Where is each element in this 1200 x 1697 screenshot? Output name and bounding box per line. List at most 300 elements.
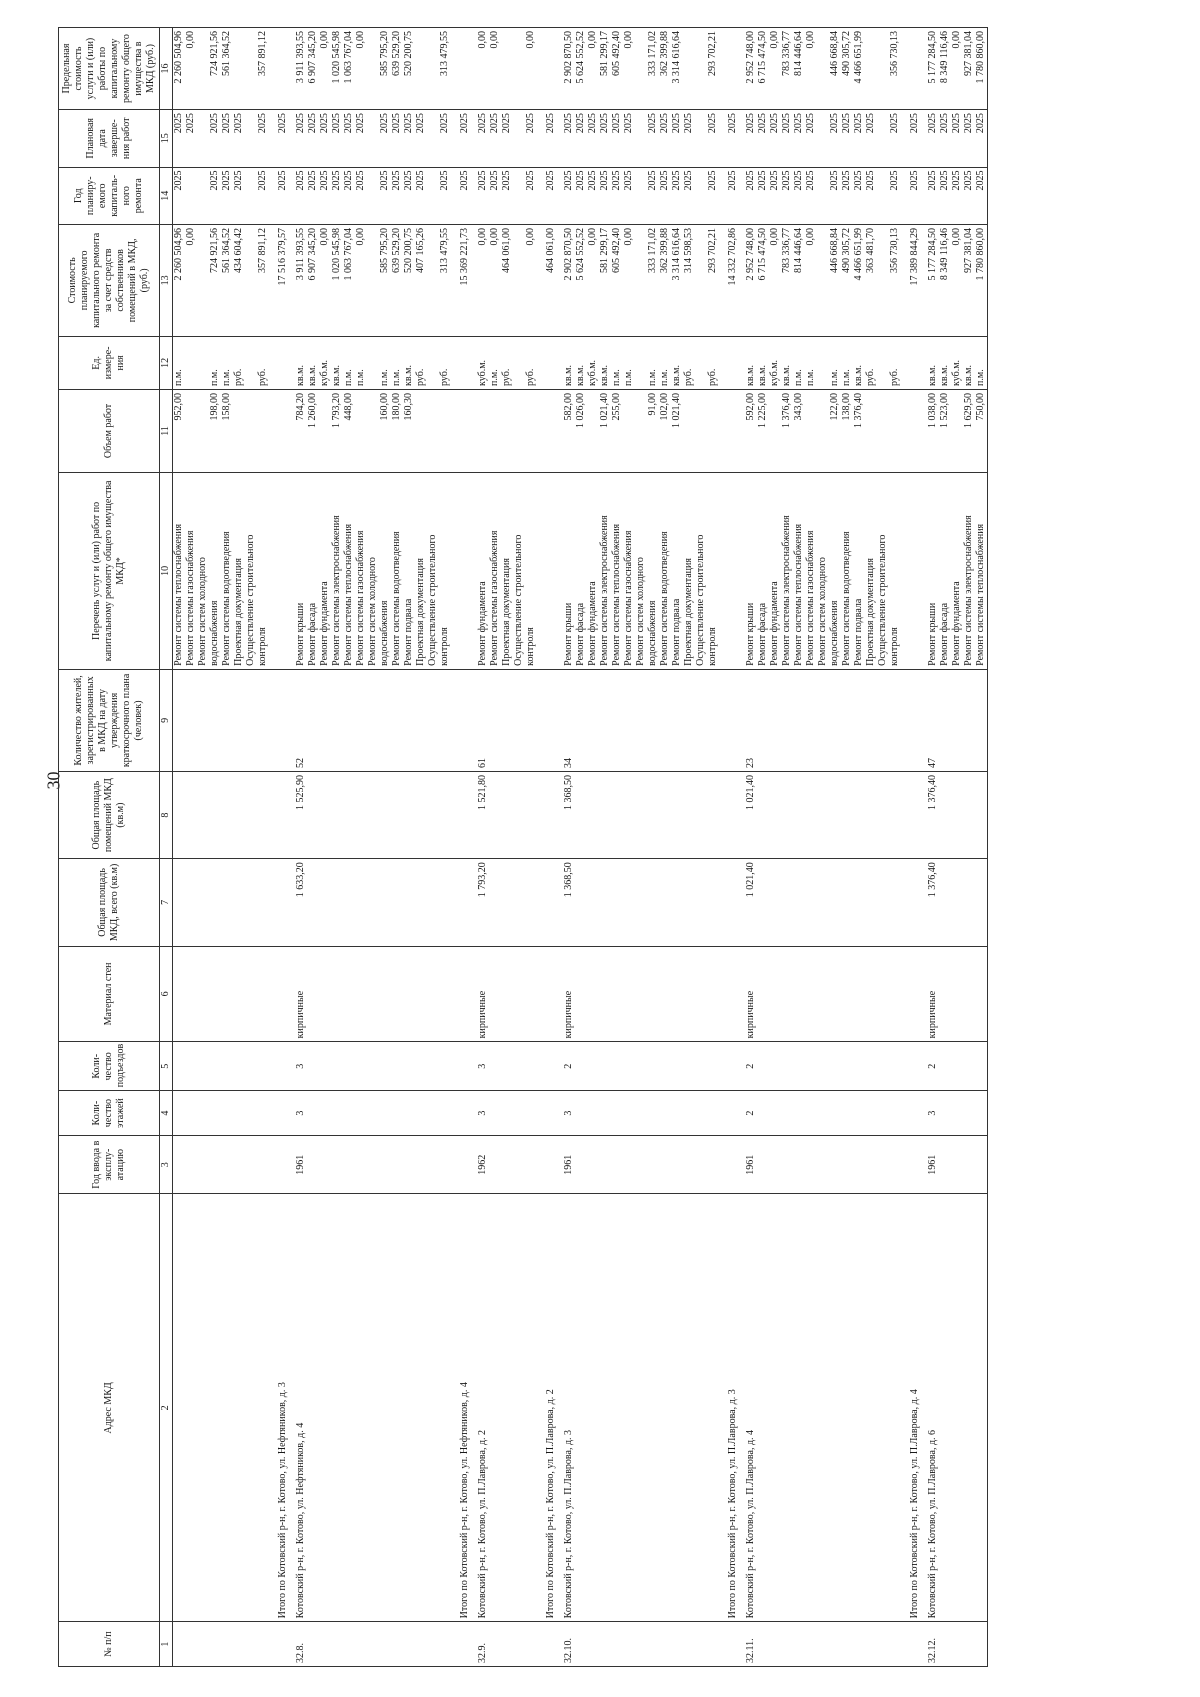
table-cell: [877, 110, 889, 167]
table-row: [471, 28, 489, 1667]
table-cell: 2: [557, 1042, 575, 1091]
table-cell: 314 598,53: [683, 225, 695, 337]
table-cell: [805, 1091, 817, 1136]
table-cell: [245, 1091, 257, 1136]
table-cell: 561 364,52: [221, 225, 233, 337]
table-cell: [611, 1042, 623, 1091]
table-cell: Итого по Котовский р-н, г. Котово, ул. П.Лаврова, д. 2: [537, 1194, 557, 1622]
table-cell: 14 332 702,86: [719, 225, 739, 337]
table-cell: [695, 167, 707, 224]
table-cell: [841, 1622, 853, 1667]
table-cell: 17 389 844,29: [901, 225, 921, 337]
table-cell: 1 021,40: [671, 389, 683, 472]
table-cell: 582,00: [557, 389, 575, 472]
table-cell: кв.м.: [289, 336, 307, 389]
table-cell: [489, 389, 501, 472]
repair-plan-table: [58, 27, 988, 1667]
table-cell: [817, 1194, 829, 1622]
table-cell: [719, 28, 739, 110]
table-cell: [575, 669, 587, 771]
table-cell: [865, 669, 877, 771]
table-cell: [501, 946, 513, 1042]
table-cell: [379, 1622, 391, 1667]
table-row: [525, 28, 537, 1667]
table-row: [367, 28, 379, 1667]
table-cell: [367, 110, 379, 167]
table-cell: [415, 1622, 427, 1667]
table-cell: [853, 946, 865, 1042]
table-cell: 581 299,17: [599, 225, 611, 337]
table-cell: [587, 1622, 599, 1667]
table-cell: 2025: [921, 167, 939, 224]
table-cell: 2025: [257, 110, 269, 167]
table-cell: [391, 1042, 403, 1091]
column-number: 12: [160, 336, 173, 389]
table-cell: [197, 336, 209, 389]
table-cell: 2025: [221, 110, 233, 167]
table-cell: 407 165,26: [415, 225, 427, 337]
table-cell: 0,00: [587, 28, 599, 110]
table-cell: руб.: [683, 336, 695, 389]
table-cell: п.м.: [391, 336, 403, 389]
table-cell: п.м.: [355, 336, 367, 389]
table-cell: [635, 28, 647, 110]
table-cell: [829, 1135, 841, 1194]
total-row: [451, 28, 471, 1667]
table-cell: [671, 772, 683, 859]
table-cell: [865, 772, 877, 859]
table-cell: 2 260 504,96: [173, 225, 186, 337]
table-cell: [683, 1622, 695, 1667]
table-cell: [599, 1194, 611, 1622]
table-cell: 2025: [963, 167, 975, 224]
table-cell: [391, 1194, 403, 1622]
table-cell: [501, 1091, 513, 1136]
table-cell: Ремонт системы водоотведения: [221, 472, 233, 669]
table-cell: [877, 1042, 889, 1091]
table-cell: 1 793,20: [471, 859, 489, 946]
table-cell: 1 063 767,04: [343, 28, 355, 110]
table-cell: [769, 389, 781, 472]
table-cell: [489, 669, 501, 771]
table-cell: 783 336,77: [781, 28, 793, 110]
table-row: [757, 28, 769, 1667]
table-cell: 1 038,00: [921, 389, 939, 472]
table-cell: [379, 772, 391, 859]
table-cell: 2025: [841, 167, 853, 224]
table-cell: [671, 669, 683, 771]
table-cell: [489, 1091, 501, 1136]
table-cell: [367, 669, 379, 771]
table-cell: Итого по Котовский р-н, г. Котово, ул. П.Лаврова, д. 4: [901, 1194, 921, 1622]
table-cell: Ремонт системы газоснабжения: [623, 472, 635, 669]
table-cell: [647, 859, 659, 946]
table-cell: [611, 669, 623, 771]
table-cell: [683, 859, 695, 946]
table-cell: 0,00: [587, 225, 599, 337]
table-cell: 1 793,20: [331, 389, 343, 472]
table-cell: 32.11.: [739, 1622, 757, 1667]
table-cell: [439, 946, 451, 1042]
table-cell: [319, 772, 331, 859]
table-row: [173, 28, 186, 1667]
table-cell: [817, 669, 829, 771]
table-cell: [939, 772, 951, 859]
table-cell: 363 481,70: [865, 225, 877, 337]
table-cell: [245, 772, 257, 859]
table-cell: [501, 1622, 513, 1667]
table-cell: [635, 1091, 647, 1136]
table-cell: [501, 859, 513, 946]
table-cell: 2025: [939, 167, 951, 224]
table-cell: [599, 1622, 611, 1667]
table-cell: [877, 1194, 889, 1622]
table-cell: [817, 110, 829, 167]
table-cell: [221, 1091, 233, 1136]
table-cell: 446 668,84: [829, 28, 841, 110]
table-cell: [719, 1091, 739, 1136]
table-cell: 293 702,21: [707, 225, 719, 337]
table-cell: 1 521,80: [471, 772, 489, 859]
table-cell: 2025: [739, 110, 757, 167]
table-cell: 2025: [841, 110, 853, 167]
table-cell: 2025: [853, 167, 865, 224]
table-cell: 2025: [451, 110, 471, 167]
table-cell: [587, 669, 599, 771]
table-cell: [889, 389, 901, 472]
table-cell: [719, 1622, 739, 1667]
table-cell: Ремонт системы газоснабжения: [489, 472, 501, 669]
table-cell: [951, 946, 963, 1042]
table-cell: 356 730,13: [889, 28, 901, 110]
table-cell: [489, 1135, 501, 1194]
table-cell: [233, 772, 245, 859]
table-cell: [525, 669, 537, 771]
table-cell: 160,30: [403, 389, 415, 472]
table-cell: [245, 669, 257, 771]
table-cell: [489, 772, 501, 859]
table-cell: [695, 225, 707, 337]
table-row: [379, 28, 391, 1667]
table-cell: [525, 1194, 537, 1622]
table-cell: 2025: [439, 110, 451, 167]
table-cell: [635, 110, 647, 167]
table-cell: [525, 1042, 537, 1091]
table-cell: [245, 1194, 257, 1622]
table-cell: [403, 1091, 415, 1136]
table-cell: 561 364,52: [221, 28, 233, 110]
table-cell: [355, 859, 367, 946]
table-cell: [695, 859, 707, 946]
table-cell: [501, 1042, 513, 1091]
table-cell: 1 021,40: [739, 772, 757, 859]
table-cell: руб.: [865, 336, 877, 389]
table-cell: [623, 1135, 635, 1194]
table-cell: [331, 1135, 343, 1194]
table-cell: [355, 1042, 367, 1091]
table-cell: [623, 772, 635, 859]
table-cell: 581 299,17: [599, 28, 611, 110]
table-cell: 2025: [659, 110, 671, 167]
table-cell: [451, 1042, 471, 1091]
table-cell: [901, 669, 921, 771]
table-cell: Ремонт системы электроснабжения: [963, 472, 975, 669]
table-cell: кв.м.: [963, 336, 975, 389]
table-cell: Ремонт фундамента: [769, 472, 781, 669]
table-cell: 0,00: [319, 225, 331, 337]
table-cell: 2025: [975, 110, 988, 167]
table-cell: [343, 1091, 355, 1136]
table-cell: [793, 1135, 805, 1194]
table-cell: 362 399,88: [659, 225, 671, 337]
table-cell: [889, 1135, 901, 1194]
table-cell: 0,00: [623, 28, 635, 110]
table-cell: [197, 1042, 209, 1091]
table-cell: [707, 389, 719, 472]
table-cell: [197, 1091, 209, 1136]
table-cell: [707, 669, 719, 771]
column-header: Перечень услуг и (или) работ по капитальному ремонту общего имущества МКД*: [59, 472, 160, 669]
table-cell: [513, 167, 525, 224]
table-cell: 490 305,72: [841, 225, 853, 337]
table-cell: [647, 772, 659, 859]
table-cell: п.м.: [805, 336, 817, 389]
table-cell: 2025: [865, 110, 877, 167]
table-cell: [525, 389, 537, 472]
table-cell: 1 260,00: [307, 389, 319, 472]
column-header: Ед. измере-ния: [59, 336, 160, 389]
table-cell: [307, 1622, 319, 1667]
table-cell: [185, 669, 197, 771]
table-cell: 122,00: [829, 389, 841, 472]
table-cell: [379, 669, 391, 771]
table-cell: 784,20: [289, 389, 307, 472]
table-cell: [829, 1194, 841, 1622]
table-cell: [439, 1622, 451, 1667]
table-cell: кв.м.: [307, 336, 319, 389]
table-cell: [173, 859, 186, 946]
table-cell: [877, 859, 889, 946]
table-cell: [471, 389, 489, 472]
table-row: [427, 28, 439, 1667]
column-number: 8: [160, 772, 173, 859]
table-cell: 0,00: [951, 28, 963, 110]
table-cell: [623, 859, 635, 946]
table-cell: 2025: [343, 110, 355, 167]
table-cell: 2025: [501, 167, 513, 224]
table-cell: [489, 1622, 501, 1667]
table-cell: [391, 772, 403, 859]
table-cell: [599, 1042, 611, 1091]
table-cell: [757, 1135, 769, 1194]
table-cell: [805, 1135, 817, 1194]
column-header: Стоимость планируемого капитального ремонта за счет средств собственников помещений в МКД, (руб.): [59, 225, 160, 337]
table-cell: [537, 1135, 557, 1194]
table-cell: 1 020 545,98: [331, 225, 343, 337]
table-cell: 2025: [185, 110, 197, 167]
table-cell: [489, 946, 501, 1042]
table-cell: 2025: [289, 167, 307, 224]
table-cell: [805, 1042, 817, 1091]
table-cell: 3 314 616,64: [671, 28, 683, 110]
table-cell: [537, 28, 557, 110]
table-cell: [233, 946, 245, 1042]
table-cell: [197, 669, 209, 771]
table-cell: [865, 389, 877, 472]
table-cell: [769, 946, 781, 1042]
table-cell: 2025: [319, 167, 331, 224]
column-header: Год ввода в эксплу-атацию: [59, 1135, 160, 1194]
table-cell: Проектная документация: [501, 472, 513, 669]
table-cell: 3: [471, 1042, 489, 1091]
table-cell: [221, 1622, 233, 1667]
table-cell: [901, 946, 921, 1042]
table-cell: [781, 859, 793, 946]
table-cell: Ремонт системы водоотведения: [659, 472, 671, 669]
table-cell: [355, 1622, 367, 1667]
table-cell: [963, 1042, 975, 1091]
table-cell: [537, 1042, 557, 1091]
table-cell: [865, 1091, 877, 1136]
table-cell: [695, 1042, 707, 1091]
table-cell: 2025: [623, 110, 635, 167]
table-cell: 0,00: [185, 28, 197, 110]
table-cell: [611, 1135, 623, 1194]
table-cell: [781, 669, 793, 771]
table-cell: [245, 859, 257, 946]
table-cell: [403, 1042, 415, 1091]
table-cell: 434 604,42: [233, 225, 245, 337]
table-cell: [829, 772, 841, 859]
table-cell: [257, 1622, 269, 1667]
table-cell: [659, 1091, 671, 1136]
table-cell: [343, 669, 355, 771]
table-cell: 1 021,40: [599, 389, 611, 472]
table-cell: 2025: [173, 110, 186, 167]
table-cell: Ремонт системы газоснабжения: [805, 472, 817, 669]
table-cell: [209, 946, 221, 1042]
table-cell: кв.м.: [557, 336, 575, 389]
table-cell: [269, 859, 289, 946]
column-number: 9: [160, 669, 173, 771]
table-cell: Ремонт систем холодного: [817, 472, 829, 669]
table-cell: [343, 1042, 355, 1091]
table-cell: 2025: [611, 110, 623, 167]
table-row: [355, 28, 367, 1667]
table-cell: 23: [739, 669, 757, 771]
table-cell: 448,00: [343, 389, 355, 472]
table-cell: [185, 1622, 197, 1667]
table-cell: 724 921,56: [209, 225, 221, 337]
table-cell: [635, 946, 647, 1042]
table-cell: контроля: [707, 472, 719, 669]
table-cell: Котовский р-н, г. Котово, ул. П.Лаврова, д. 6: [921, 1194, 939, 1622]
table-cell: Ремонт систем холодного: [367, 472, 379, 669]
table-cell: [829, 1091, 841, 1136]
table-cell: [695, 336, 707, 389]
table-cell: [197, 859, 209, 946]
table-cell: [415, 389, 427, 472]
table-cell: [185, 1091, 197, 1136]
table-cell: 1 020 545,98: [331, 28, 343, 110]
table-cell: [173, 1135, 186, 1194]
total-row: [269, 28, 289, 1667]
table-cell: [817, 1622, 829, 1667]
table-cell: [209, 772, 221, 859]
table-cell: [197, 1622, 209, 1667]
table-cell: [367, 225, 379, 337]
table-cell: [197, 1194, 209, 1622]
table-cell: [877, 669, 889, 771]
table-cell: [635, 772, 647, 859]
table-cell: 2025: [233, 110, 245, 167]
table-cell: [659, 1622, 671, 1667]
table-cell: [793, 669, 805, 771]
table-cell: [707, 1622, 719, 1667]
table-cell: [671, 1194, 683, 1622]
table-cell: [805, 1622, 817, 1667]
table-cell: [817, 1091, 829, 1136]
table-cell: 2025: [963, 110, 975, 167]
table-cell: Котовский р-н, г. Котово, ул. П.Лаврова, д. 3: [557, 1194, 575, 1622]
table-cell: 3 911 393,55: [289, 225, 307, 337]
table-cell: [975, 946, 988, 1042]
table-cell: [245, 225, 257, 337]
table-cell: контроля: [439, 472, 451, 669]
table-cell: 0,00: [355, 28, 367, 110]
table-cell: 2025: [257, 167, 269, 224]
table-cell: 0,00: [769, 225, 781, 337]
table-cell: [963, 772, 975, 859]
table-cell: 160,00: [379, 389, 391, 472]
table-cell: [451, 772, 471, 859]
table-cell: [233, 669, 245, 771]
table-cell: [939, 946, 951, 1042]
table-cell: 15 369 221,73: [451, 225, 471, 337]
table-cell: 2025: [209, 110, 221, 167]
table-cell: 6 907 345,20: [307, 225, 319, 337]
table-cell: [451, 1135, 471, 1194]
table-row: [391, 28, 403, 1667]
table-cell: 605 492,40: [611, 225, 623, 337]
table-cell: [841, 772, 853, 859]
table-cell: [403, 1135, 415, 1194]
table-cell: Ремонт фундамента: [319, 472, 331, 669]
table-cell: 2025: [403, 167, 415, 224]
column-header: Год планиру-емого капиталь-ного ремонта: [59, 167, 160, 224]
table-cell: [853, 1622, 865, 1667]
table-cell: [889, 946, 901, 1042]
table-cell: [889, 1042, 901, 1091]
table-cell: [695, 1091, 707, 1136]
table-cell: 5 177 284,50: [921, 28, 939, 110]
table-cell: п.м.: [343, 336, 355, 389]
table-cell: [439, 669, 451, 771]
column-header: № п/п: [59, 1622, 160, 1667]
table-cell: [489, 1194, 501, 1622]
table-cell: [757, 1091, 769, 1136]
table-cell: [963, 1622, 975, 1667]
table-cell: 2025: [793, 167, 805, 224]
table-cell: [659, 1135, 671, 1194]
table-cell: [331, 946, 343, 1042]
table-cell: [865, 859, 877, 946]
table-cell: водоснабжения: [209, 472, 221, 669]
table-cell: [575, 1194, 587, 1622]
table-row: [951, 28, 963, 1667]
table-cell: [391, 946, 403, 1042]
table-cell: [367, 1622, 379, 1667]
